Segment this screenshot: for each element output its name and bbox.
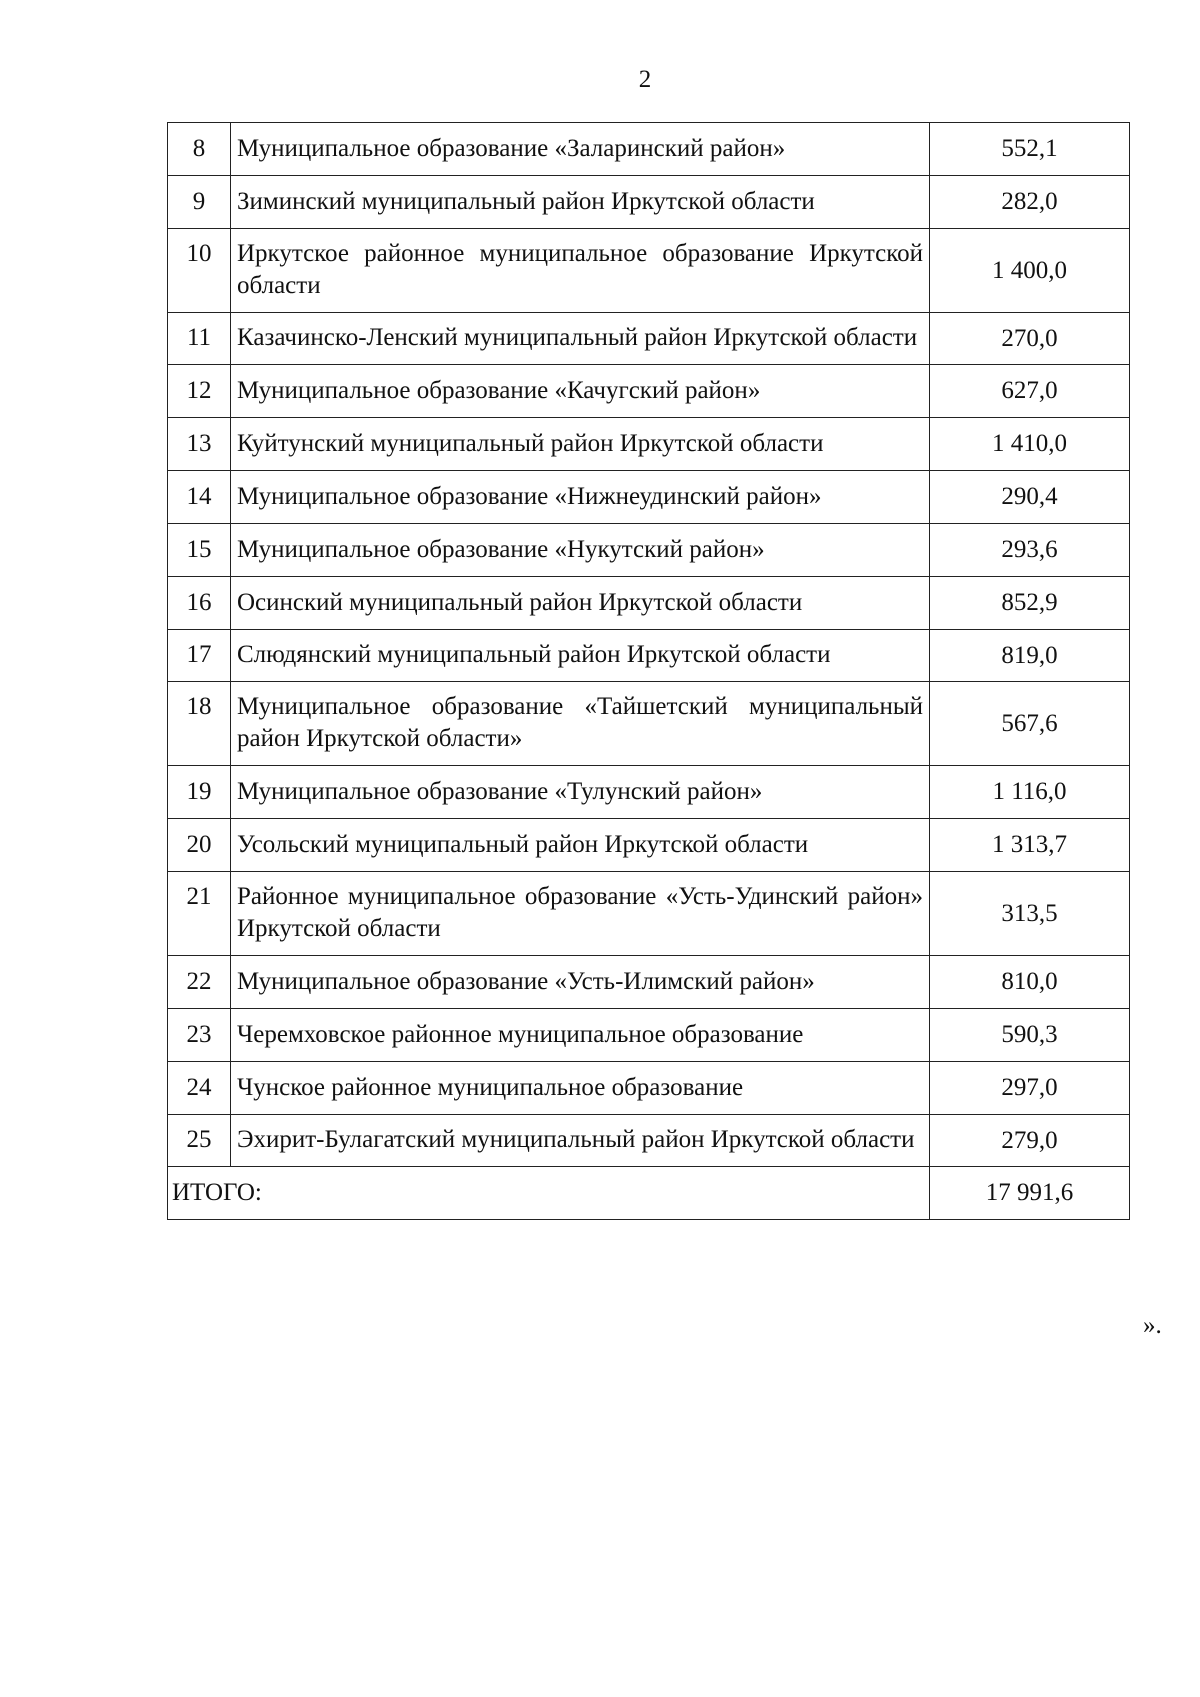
municipality-name: Куйтунский муниципальный район Иркутской области [231, 418, 930, 471]
page-number: 2 [638, 66, 652, 93]
row-number: 13 [168, 418, 231, 471]
municipality-name: Муниципальное образование «Заларинский район» [231, 123, 930, 176]
municipality-name: Чунское районное муниципальное образование [231, 1062, 930, 1115]
table-row [168, 365, 1130, 418]
closing-quote-mark: ». [1143, 1312, 1162, 1339]
amount-value: 279,0 [930, 1115, 1130, 1167]
table-row [168, 630, 1130, 682]
municipality-name: Усольский муниципальный район Иркутской области [231, 819, 930, 872]
row-number: 14 [168, 471, 231, 524]
municipality-name: Муниципальное образование «Нукутский район» [231, 524, 930, 577]
table-row [168, 1009, 1130, 1062]
table-row [168, 1115, 1130, 1167]
municipality-name: Муниципальное образование «Нижнеудинский район» [231, 471, 930, 524]
amount-value: 297,0 [930, 1062, 1130, 1115]
amount-value: 1 410,0 [930, 418, 1130, 471]
amount-value: 270,0 [930, 313, 1130, 365]
table-row [168, 766, 1130, 819]
row-number: 22 [168, 956, 231, 1009]
amount-value: 552,1 [930, 123, 1130, 176]
municipality-name: Иркутское районное муниципальное образование Иркутской области [231, 229, 930, 313]
amount-value: 819,0 [930, 630, 1130, 682]
amount-value: 810,0 [930, 956, 1130, 1009]
total-label: ИТОГО: [168, 1167, 930, 1220]
table-row [168, 682, 1130, 766]
row-number: 9 [168, 176, 231, 229]
table-row [168, 471, 1130, 524]
amount-value: 282,0 [930, 176, 1130, 229]
row-number: 15 [168, 524, 231, 577]
row-number: 19 [168, 766, 231, 819]
amount-value: 1 400,0 [930, 229, 1130, 313]
row-number: 25 [168, 1115, 231, 1167]
municipality-name: Черемховское районное муниципальное образование [231, 1009, 930, 1062]
municipality-name: Районное муниципальное образование «Усть-Удинский район» Иркутской области [231, 872, 930, 956]
table-row [168, 524, 1130, 577]
municipality-name: Муниципальное образование «Тулунский район» [231, 766, 930, 819]
table-row [168, 1062, 1130, 1115]
amount-value: 627,0 [930, 365, 1130, 418]
table-row [168, 176, 1130, 229]
row-number: 8 [168, 123, 231, 176]
amount-value: 290,4 [930, 471, 1130, 524]
amount-value: 313,5 [930, 872, 1130, 956]
amount-value: 567,6 [930, 682, 1130, 766]
allocation-table [167, 122, 1130, 1220]
table-row [168, 418, 1130, 471]
amount-value: 1 116,0 [930, 766, 1130, 819]
amount-value: 1 313,7 [930, 819, 1130, 872]
table-row [168, 819, 1130, 872]
total-row [168, 1167, 1130, 1220]
table-row [168, 123, 1130, 176]
row-number: 21 [168, 872, 231, 956]
municipality-name: Эхирит-Булагатский муниципальный район Иркутской области [231, 1115, 930, 1167]
municipality-name: Слюдянский муниципальный район Иркутской области [231, 630, 930, 682]
row-number: 12 [168, 365, 231, 418]
row-number: 11 [168, 313, 231, 365]
row-number: 10 [168, 229, 231, 313]
amount-value: 852,9 [930, 577, 1130, 630]
municipality-name: Зиминский муниципальный район Иркутской области [231, 176, 930, 229]
municipality-name: Осинский муниципальный район Иркутской области [231, 577, 930, 630]
total-value: 17 991,6 [930, 1167, 1130, 1220]
municipality-name: Муниципальное образование «Усть-Илимский район» [231, 956, 930, 1009]
amount-value: 293,6 [930, 524, 1130, 577]
table-row [168, 313, 1130, 365]
row-number: 16 [168, 577, 231, 630]
municipality-name: Муниципальное образование «Качугский район» [231, 365, 930, 418]
row-number: 23 [168, 1009, 231, 1062]
table-row [168, 872, 1130, 956]
row-number: 24 [168, 1062, 231, 1115]
table-row [168, 229, 1130, 313]
row-number: 17 [168, 630, 231, 682]
row-number: 20 [168, 819, 231, 872]
amount-value: 590,3 [930, 1009, 1130, 1062]
municipality-name: Муниципальное образование «Тайшетский муниципальный район Иркутской области» [231, 682, 930, 766]
table-row [168, 956, 1130, 1009]
table-row [168, 577, 1130, 630]
row-number: 18 [168, 682, 231, 766]
municipality-name: Казачинско-Ленский муниципальный район Иркутской области [231, 313, 930, 365]
